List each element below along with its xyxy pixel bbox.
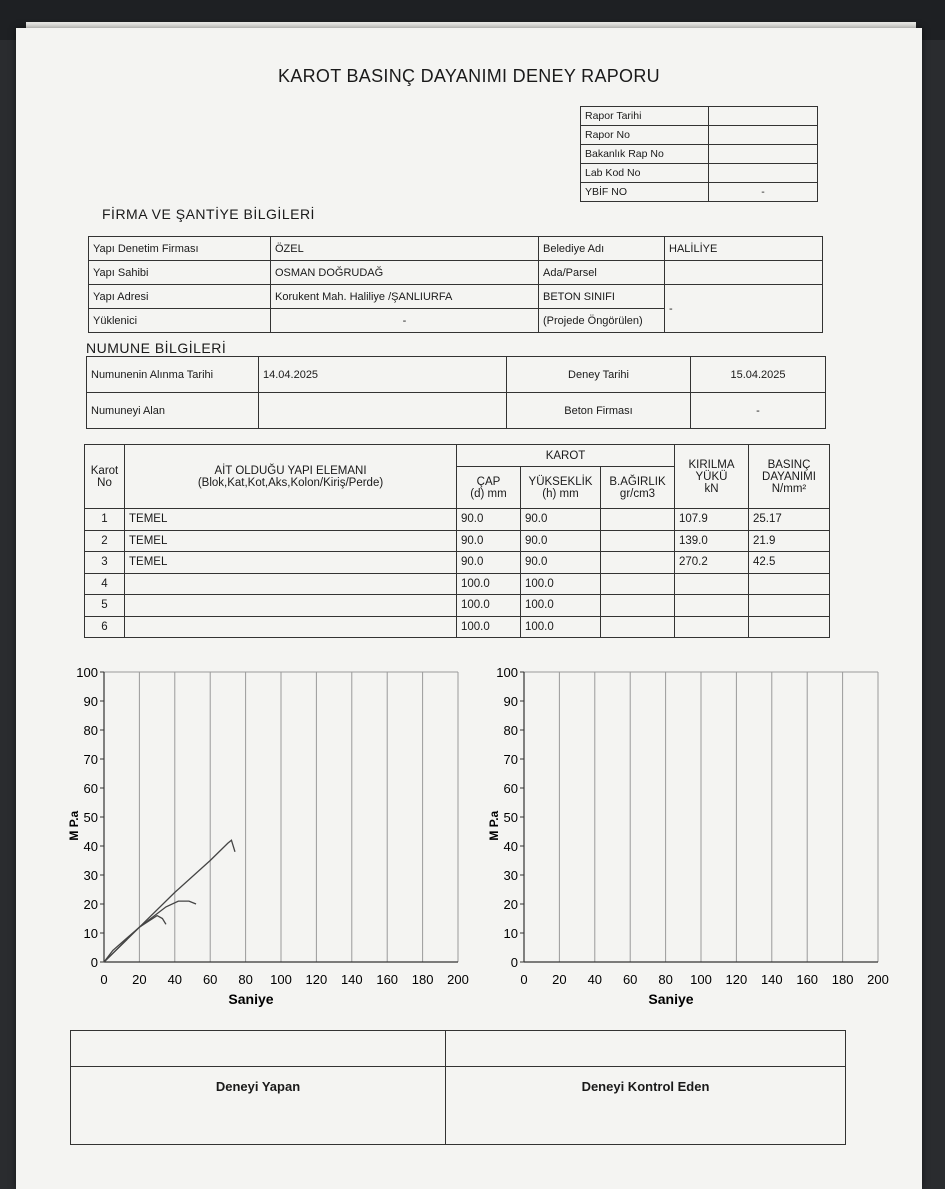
x-tick-label: 80 (658, 972, 673, 987)
cell-cap: 90.0 (457, 530, 521, 552)
x-tick-label: 20 (132, 972, 147, 987)
meta-value: - (709, 183, 818, 202)
x-tick-label: 160 (376, 972, 399, 987)
col-karot-no (85, 445, 125, 509)
x-tick-label: 120 (725, 972, 748, 987)
col-yukseklik-line2: (h) mm (542, 487, 579, 500)
y-tick-label: 60 (83, 781, 98, 796)
firm-info-table (88, 236, 823, 333)
x-axis-label: Saniye (648, 991, 694, 1007)
table-row (85, 595, 830, 617)
col-kirilma-line3: kN (704, 482, 719, 495)
meta-label: Bakanlık Rap No (581, 145, 709, 164)
cell-element: TEMEL (125, 552, 457, 574)
sample-info-table (86, 356, 826, 429)
denetim-label: Yapı Denetim Firması (89, 237, 271, 261)
x-tick-label: 140 (340, 972, 363, 987)
cell-basinc (749, 573, 830, 595)
col-basinc-line3: N/mm² (771, 482, 807, 495)
y-tick-label: 80 (503, 723, 518, 738)
beton-label: BETON SINIFI (539, 285, 665, 309)
x-tick-label: 0 (520, 972, 528, 987)
y-tick-label: 50 (503, 810, 518, 825)
y-tick-label: 30 (83, 868, 98, 883)
cell-basinc (749, 616, 830, 638)
denetim-value: ÖZEL (271, 237, 539, 261)
y-tick-label: 60 (503, 781, 518, 796)
meta-row (581, 145, 818, 164)
meta-row (581, 164, 818, 183)
x-tick-label: 80 (238, 972, 253, 987)
adres-label: Yapı Adresi (89, 285, 271, 309)
col-agirlik-line1: B.AĞIRLIK (609, 475, 666, 488)
col-kirilma (675, 445, 749, 509)
y-tick-label: 40 (83, 839, 98, 854)
cell-agirlik (601, 530, 675, 552)
col-cap-line2: (d) mm (470, 487, 507, 500)
chart-left (44, 658, 469, 1024)
report-title: KAROT BASINÇ DAYANIMI DENEY RAPORU (278, 66, 660, 86)
series-line-1 (104, 840, 235, 962)
y-axis-label: M P.a (487, 810, 501, 841)
x-tick-label: 40 (167, 972, 183, 987)
y-tick-label: 70 (83, 752, 98, 767)
meta-value (709, 126, 818, 145)
cell-element: TEMEL (125, 509, 457, 531)
x-tick-label: 100 (690, 972, 712, 987)
col-basinc-line2: DAYANIMI (762, 470, 816, 483)
cell-agirlik (601, 595, 675, 617)
cell-yukseklik: 100.0 (521, 573, 601, 595)
signature-top-left (71, 1031, 446, 1067)
cell-kirilma: 139.0 (675, 530, 749, 552)
cell-element (125, 595, 457, 617)
y-tick-label: 10 (503, 926, 518, 941)
cell-yukseklik: 90.0 (521, 530, 601, 552)
cell-no: 1 (85, 509, 125, 531)
meta-value (709, 145, 818, 164)
cell-kirilma: 107.9 (675, 509, 749, 531)
series-line-3 (104, 916, 166, 962)
cell-yukseklik: 90.0 (521, 552, 601, 574)
cell-yukseklik: 100.0 (521, 616, 601, 638)
cell-basinc: 25.17 (749, 509, 830, 531)
adres-value: Korukent Mah. Haliliye /ŞANLIURFA (271, 285, 539, 309)
x-tick-label: 200 (447, 972, 469, 987)
x-tick-label: 60 (622, 972, 638, 987)
col-kirilma-line2: YÜKÜ (695, 470, 728, 483)
sahibi-label: Yapı Sahibi (89, 261, 271, 285)
signature-top-right (446, 1031, 846, 1067)
meta-label: Rapor Tarihi (581, 107, 709, 126)
alan-label: Numuneyi Alan (87, 393, 259, 429)
y-tick-label: 90 (503, 694, 518, 709)
x-tick-label: 160 (796, 972, 819, 987)
cell-kirilma: 270.2 (675, 552, 749, 574)
col-yukseklik-line1: YÜKSEKLİK (528, 475, 593, 488)
cell-yukseklik: 100.0 (521, 595, 601, 617)
cell-yukseklik: 90.0 (521, 509, 601, 531)
col-element-line2: (Blok,Kat,Kot,Aks,Kolon/Kiriş/Perde) (197, 476, 384, 489)
y-tick-label: 30 (503, 868, 518, 883)
cell-element: TEMEL (125, 530, 457, 552)
meta-label: YBİF NO (581, 183, 709, 202)
cell-no: 5 (85, 595, 125, 617)
cell-no: 2 (85, 530, 125, 552)
col-yukseklik (521, 467, 601, 509)
y-tick-label: 50 (83, 810, 98, 825)
alinma-label: Numunenin Alınma Tarihi (87, 357, 259, 393)
table-row (85, 552, 830, 574)
meta-label: Rapor No (581, 126, 709, 145)
col-karot-no-line2: No (97, 476, 112, 489)
col-element-line1: AİT OLDUĞU YAPI ELEMANI (214, 464, 367, 477)
cell-basinc (749, 595, 830, 617)
beton-value: - (665, 285, 823, 333)
y-tick-label: 70 (503, 752, 518, 767)
col-cap-line1: ÇAP (476, 475, 501, 488)
x-axis-label: Saniye (228, 991, 274, 1007)
ada-value (665, 261, 823, 285)
x-tick-label: 140 (760, 972, 783, 987)
x-tick-label: 100 (270, 972, 292, 987)
meta-row (581, 126, 818, 145)
y-tick-label: 100 (496, 665, 518, 680)
cell-kirilma (675, 595, 749, 617)
x-tick-label: 60 (202, 972, 218, 987)
meta-row (581, 183, 818, 202)
deney-value: 15.04.2025 (691, 357, 826, 393)
belediye-label: Belediye Adı (539, 237, 665, 261)
cell-agirlik (601, 616, 675, 638)
cell-element (125, 573, 457, 595)
x-tick-label: 180 (831, 972, 854, 987)
table-row (85, 509, 830, 531)
cell-element (125, 616, 457, 638)
alinma-value: 14.04.2025 (259, 357, 507, 393)
col-cap (457, 467, 521, 509)
cell-no: 4 (85, 573, 125, 595)
y-axis-label: M P.a (67, 810, 81, 841)
meta-row (581, 107, 818, 126)
y-tick-label: 0 (90, 955, 98, 970)
x-tick-label: 180 (411, 972, 434, 987)
y-tick-label: 0 (510, 955, 518, 970)
x-tick-label: 200 (867, 972, 889, 987)
report-page (16, 28, 922, 1189)
x-tick-label: 20 (552, 972, 567, 987)
chart-right-svg (464, 658, 889, 1024)
sahibi-value: OSMAN DOĞRUDAĞ (271, 261, 539, 285)
cell-cap: 100.0 (457, 616, 521, 638)
beton-label-2: (Projede Öngörülen) (539, 309, 665, 333)
sample-section-heading: NUMUNE BİLGİLERİ (86, 340, 227, 356)
deney-label: Deney Tarihi (507, 357, 691, 393)
firma-value: - (691, 393, 826, 429)
belediye-value: HALİLİYE (665, 237, 823, 261)
cell-cap: 90.0 (457, 509, 521, 531)
signature-deneyi-yapan: Deneyi Yapan (71, 1067, 446, 1145)
x-tick-label: 0 (100, 972, 108, 987)
core-results-table (84, 444, 830, 638)
meta-label: Lab Kod No (581, 164, 709, 183)
table-row (85, 573, 830, 595)
y-tick-label: 80 (83, 723, 98, 738)
y-tick-label: 10 (83, 926, 98, 941)
cell-basinc: 21.9 (749, 530, 830, 552)
meta-value (709, 164, 818, 183)
signature-table (70, 1030, 846, 1145)
cell-cap: 100.0 (457, 595, 521, 617)
col-kirilma-line1: KIRILMA (688, 458, 735, 471)
meta-value (709, 107, 818, 126)
cell-no: 3 (85, 552, 125, 574)
cell-basinc: 42.5 (749, 552, 830, 574)
series-line-2 (104, 901, 196, 962)
col-karot-group: KAROT (457, 445, 675, 467)
cell-agirlik (601, 509, 675, 531)
chart-right (464, 658, 889, 1024)
col-agirlik (601, 467, 675, 509)
y-tick-label: 90 (83, 694, 98, 709)
table-row (85, 616, 830, 638)
y-tick-label: 20 (83, 897, 98, 912)
firm-section-heading: FİRMA VE ŞANTİYE BİLGİLERİ (102, 206, 315, 222)
cell-agirlik (601, 573, 675, 595)
col-basinc (749, 445, 830, 509)
firma-label: Beton Firması (507, 393, 691, 429)
signature-deneyi-kontrol: Deneyi Kontrol Eden (446, 1067, 846, 1145)
x-tick-label: 40 (587, 972, 603, 987)
cell-cap: 100.0 (457, 573, 521, 595)
col-agirlik-line2: gr/cm3 (619, 487, 656, 500)
col-karot-no-line1: Karot (90, 464, 119, 477)
cell-cap: 90.0 (457, 552, 521, 574)
yuklenici-value: - (271, 309, 539, 333)
cell-kirilma (675, 573, 749, 595)
y-tick-label: 20 (503, 897, 518, 912)
cell-kirilma (675, 616, 749, 638)
yuklenici-label: Yüklenici (89, 309, 271, 333)
cell-no: 6 (85, 616, 125, 638)
col-basinc-line1: BASINÇ (767, 458, 811, 471)
y-tick-label: 40 (503, 839, 518, 854)
alan-value (259, 393, 507, 429)
col-element (125, 445, 457, 509)
chart-left-svg (44, 658, 469, 1024)
cell-agirlik (601, 552, 675, 574)
ada-label: Ada/Parsel (539, 261, 665, 285)
y-tick-label: 100 (76, 665, 98, 680)
x-tick-label: 120 (305, 972, 328, 987)
report-meta-table (580, 106, 818, 202)
table-row (85, 530, 830, 552)
